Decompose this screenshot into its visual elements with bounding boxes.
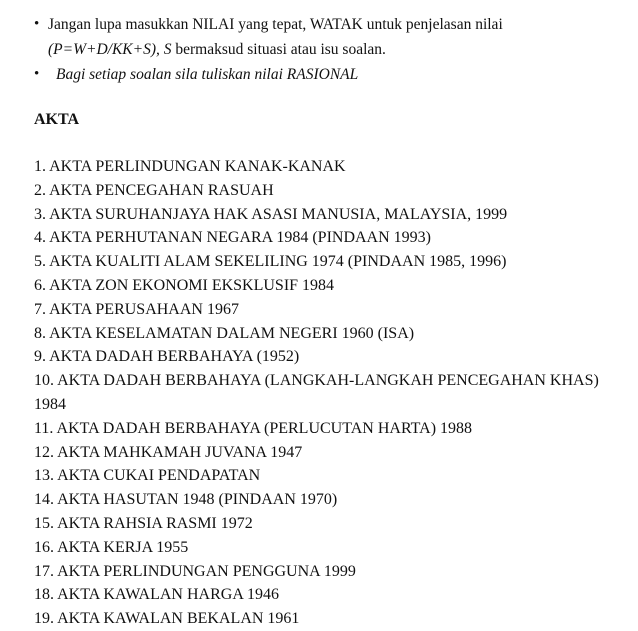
- instruction-bullets: [34, 12, 624, 87]
- list-item: 3. AKTA SURUHANJAYA HAK ASASI MANUSIA, MALAYSIA, 1999: [34, 205, 508, 223]
- bullet-text-line1: Jangan lupa masukkan NILAI yang tepat, WATAK untuk penjelasan nilai: [48, 16, 503, 33]
- bullet-item-values: [34, 12, 624, 62]
- list-item: 4. AKTA PERHUTANAN NEGARA 1984 (PINDAAN 1993): [34, 229, 431, 247]
- bullet-icon: •: [34, 16, 40, 32]
- list-item: 11. AKTA DADAH BERBAHAYA (PERLUCUTAN HARTA) 1988: [34, 419, 473, 437]
- bullet-text-line2: [48, 37, 624, 62]
- section-heading: AKTA: [34, 111, 80, 128]
- list-item: 13. AKTA CUKAI PENDAPATAN: [34, 467, 261, 485]
- list-item: 9. AKTA DADAH BERBAHAYA (1952): [34, 348, 300, 366]
- list-item: 6. AKTA ZON EKONOMI EKSKLUSIF 1984: [34, 276, 335, 294]
- list-item: 12. AKTA MAHKAMAH JUVANA 1947: [34, 443, 303, 461]
- list-item: 10. AKTA DADAH BERBAHAYA (LANGKAH-LANGKAH PENCEGAHAN KHAS) 1984: [34, 372, 599, 413]
- formula-explanation: bermaksud situasi atau isu soalan.: [171, 41, 386, 58]
- bullet-icon: •: [34, 66, 40, 82]
- list-item: 17. AKTA PERLINDUNGAN PENGGUNA 1999: [34, 562, 356, 580]
- list-item: 2. AKTA PENCEGAHAN RASUAH: [34, 181, 274, 199]
- list-item: 1. AKTA PERLINDUNGAN KANAK-KANAK: [34, 158, 346, 175]
- acts-list: [34, 155, 630, 631]
- list-item: 8. AKTA KESELAMATAN DALAM NEGERI 1960 (ISA): [34, 324, 415, 342]
- bullet-item-rational: [34, 62, 624, 87]
- list-item: 16. AKTA KERJA 1955: [34, 538, 189, 556]
- list-item: 5. AKTA KUALITI ALAM SEKELILING 1974 (PINDAAN 1985, 1996): [34, 253, 507, 271]
- bullet-text: Bagi setiap soalan sila tuliskan nilai RASIONAL: [56, 66, 359, 83]
- list-item: 14. AKTA HASUTAN 1948 (PINDAAN 1970): [34, 491, 338, 509]
- list-item: 15. AKTA RAHSIA RASMI 1972: [34, 514, 253, 532]
- list-item: 7. AKTA PERUSAHAAN 1967: [34, 300, 239, 318]
- list-item: 18. AKTA KAWALAN HARGA 1946: [34, 586, 279, 604]
- list-item: 19. AKTA KAWALAN BEKALAN 1961: [34, 610, 300, 628]
- formula-text: (P=W+D/KK+S), S: [48, 41, 172, 58]
